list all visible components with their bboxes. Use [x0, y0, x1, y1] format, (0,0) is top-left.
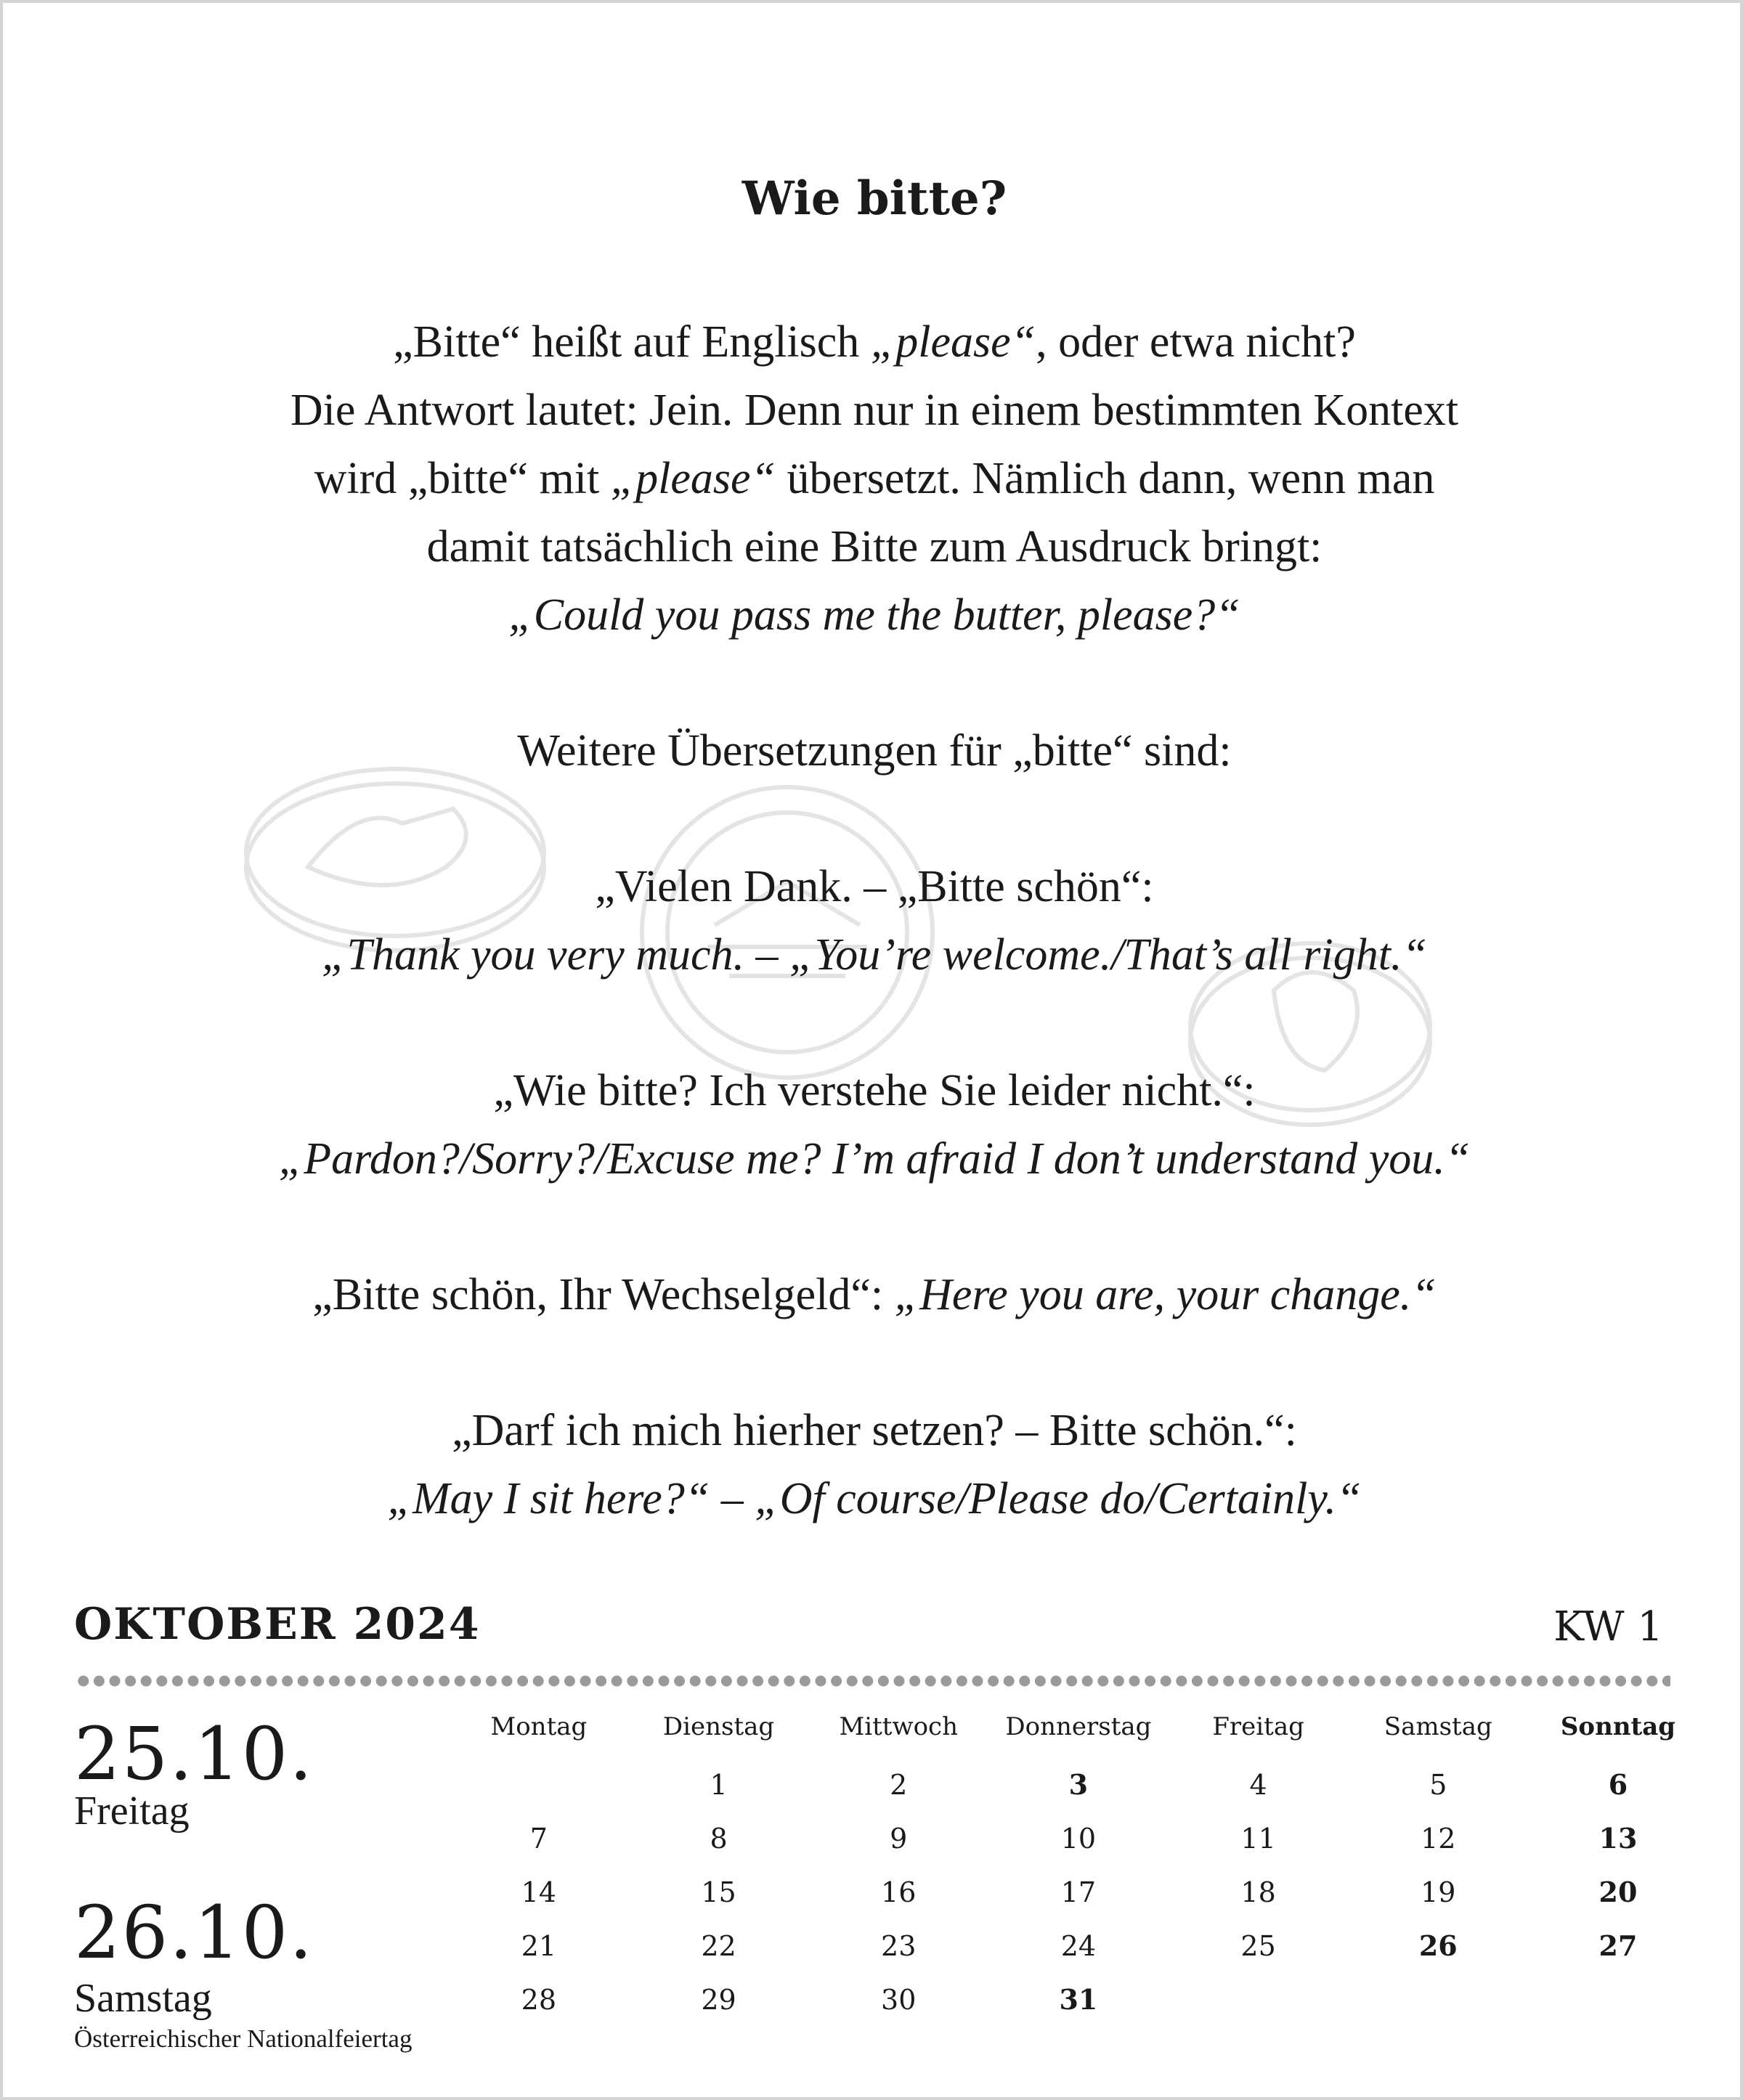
weekday-header: Freitag: [1212, 1712, 1304, 1741]
weekday-header: Montag: [490, 1712, 588, 1741]
day-cell: 8: [710, 1823, 728, 1855]
intro-line-2: Die Antwort lautet: Jein. Denn nur in einem bestimmten Kontext: [290, 386, 1459, 435]
day-cell: 5: [1429, 1769, 1447, 1801]
day-cell: 4: [1249, 1769, 1267, 1801]
day-cell: 11: [1240, 1823, 1276, 1855]
day-cell: 23: [881, 1930, 917, 1962]
day-cell: 17: [1060, 1876, 1097, 1908]
intro-line-4: damit tatsächlich eine Bitte zum Ausdruck bringt:: [426, 522, 1323, 571]
day-cell: 19: [1421, 1876, 1456, 1908]
day-cell: 25: [1240, 1930, 1276, 1962]
week-row: [449, 1770, 1708, 1824]
intro-text: übersetzt. Nämlich dann, wenn man: [776, 454, 1435, 503]
weekday-header: Dienstag: [662, 1712, 775, 1741]
dotted-divider: [76, 1673, 1670, 1689]
example-4-en: „May I sit here?“ – „Of course/Please do/Certainly.“: [387, 1474, 1362, 1523]
day-cell: [1348, 1985, 1528, 2039]
day-cell: [1528, 1985, 1708, 2039]
calendar-month: OKTOBER 2024: [74, 1599, 481, 1650]
weekday-header: Donnerstag: [1005, 1712, 1152, 1741]
article-body: [3, 308, 1743, 1533]
week-row: [449, 1929, 1708, 1985]
example-1-en: „Thank you very much. – „You’re welcome./That’s all right.“: [322, 930, 1427, 980]
intro-text: „Bitte“ heißt auf Englisch: [393, 317, 871, 367]
day-cell: 6: [1608, 1768, 1628, 1801]
day-cell: 2: [890, 1769, 908, 1801]
day-cell: 30: [881, 1984, 917, 2016]
day-cell: 10: [1060, 1823, 1097, 1855]
day-cell: 26: [1418, 1929, 1458, 1962]
day-cell: 18: [1240, 1876, 1276, 1908]
week-row: [449, 1824, 1708, 1878]
example-3-en: „Here you are, your change.“: [894, 1270, 1437, 1319]
month-grid: [449, 1712, 1708, 2039]
day-entry-2: [74, 1890, 413, 2054]
intro-line-3: [3, 444, 1743, 513]
intro-text: wird „bitte“ mit: [314, 454, 611, 503]
day-cell: [449, 1770, 629, 1824]
week-row: [449, 1878, 1708, 1932]
day-cell: [1169, 1985, 1349, 2039]
day-1-weekday: Freitag: [74, 1788, 190, 1834]
day-cell: 27: [1598, 1929, 1638, 1962]
weekday-header-row: [449, 1712, 1708, 1770]
day-cell: 3: [1068, 1768, 1089, 1801]
day-cell: 24: [1060, 1930, 1097, 1962]
day-cell: 22: [701, 1930, 736, 1962]
intro-italic: „please“: [610, 454, 776, 503]
day-cell: 15: [701, 1876, 736, 1908]
day-2-weekday: Samstag: [74, 1976, 212, 2021]
day-cell: 12: [1421, 1823, 1456, 1855]
example-2-en: „Pardon?/Sorry?/Excuse me? I’m afraid I don’t understand you.“: [278, 1134, 1471, 1184]
day-2-date: 26.10.: [74, 1890, 314, 1975]
day-cell: 20: [1598, 1876, 1638, 1908]
day-1-date: 25.10.: [74, 1712, 314, 1796]
further-translations: Weitere Übersetzungen für „bitte“ sind:: [517, 726, 1232, 776]
day-cell: 31: [1059, 1983, 1098, 2016]
day-cell: 29: [701, 1984, 736, 2016]
weekday-header: Mittwoch: [839, 1712, 958, 1741]
example-2-de: „Wie bitte? Ich verstehe Sie leider nicht.“:: [493, 1066, 1256, 1115]
calendar-week-number: KW 1: [1553, 1603, 1663, 1651]
day-cell: 1: [710, 1769, 728, 1801]
example-3-de: „Bitte schön, Ihr Wechselgeld“:: [312, 1270, 895, 1319]
intro-italic: „please“: [870, 317, 1036, 367]
example-3: [3, 1261, 1743, 1329]
holiday-label: Österreichischer Nationalfeiertag: [74, 2024, 413, 2053]
day-cell: 16: [881, 1876, 917, 1908]
day-entry-1: [74, 1712, 314, 1834]
page-title: Wie bitte?: [742, 171, 1007, 226]
day-cell: 14: [521, 1876, 557, 1908]
weekday-header: Samstag: [1384, 1712, 1492, 1741]
example-1-de: „Vielen Dank. – „Bitte schön“:: [595, 862, 1154, 911]
weekday-header: Sonntag: [1560, 1712, 1676, 1741]
intro-line-5: „Could you pass me the butter, please?“: [508, 590, 1240, 640]
day-cell: 7: [529, 1823, 548, 1855]
example-4-de: „Darf ich mich hierher setzen? – Bitte schön.“:: [452, 1406, 1297, 1455]
day-cell: 9: [890, 1823, 908, 1855]
day-cell: 21: [521, 1930, 557, 1962]
day-cell: 28: [521, 1984, 557, 2016]
day-cell: 13: [1598, 1822, 1638, 1855]
week-row: [449, 1985, 1708, 2039]
intro-text: , oder etwa nicht?: [1036, 317, 1356, 367]
intro-line-1: [3, 308, 1743, 376]
